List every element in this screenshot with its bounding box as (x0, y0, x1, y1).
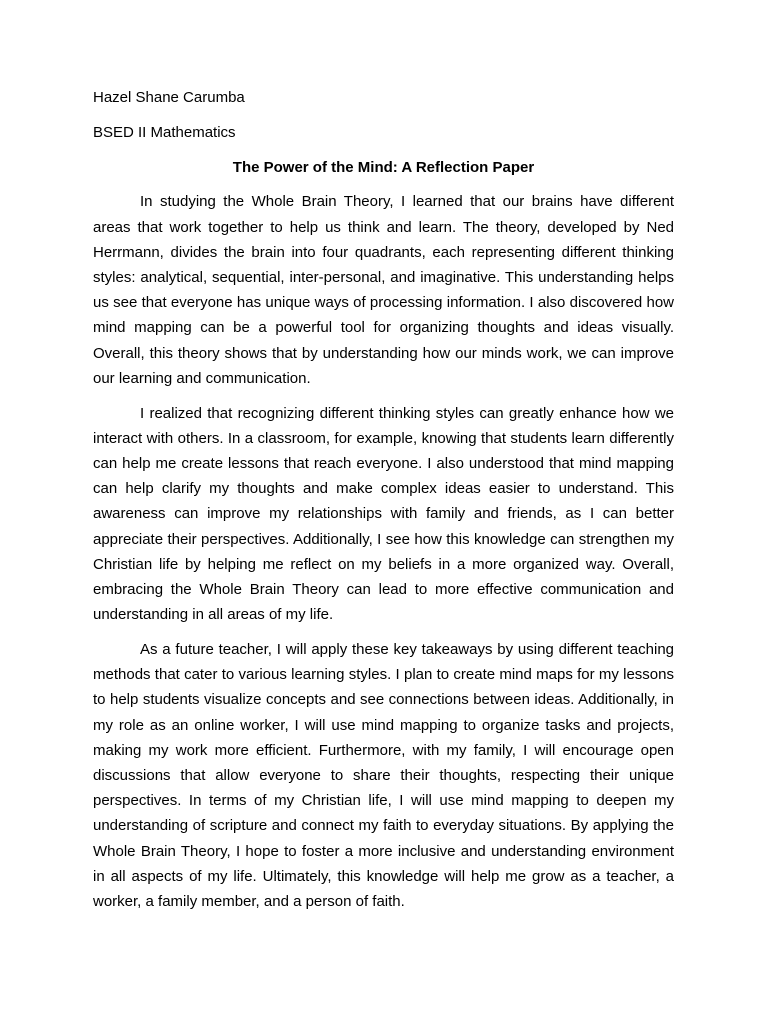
paper-title: The Power of the Mind: A Reflection Paper (232, 158, 535, 176)
body-paragraph-1: In studying the Whole Brain Theory, I learned that our brains have different areas that work together to help us think and learn. The theory, developed by Ned Herrmann, divides the brain into four quadrants, each representing different thinking styles: analytical, sequential, inter-personal, and imaginative. This understanding helps us see that everyone has unique ways of processing information. I also discovered how mind mapping can be a powerful tool for organizing thoughts and ideas visually. Overall, this theory shows that by understanding how our minds work, we can improve our learning and communication. (93, 193, 674, 387)
course-label: BSED II Mathematics (93, 123, 236, 141)
body-paragraph-2: I realized that recognizing different thinking styles can greatly enhance how we interact with others. In a classroom, for example, knowing that students learn differently can help me create lessons that reach everyone. I also understood that mind mapping can help clarify my thoughts and make complex ideas easier to understand. This awareness can improve my relationships with family and friends, as I can better appreciate their perspectives. Additionally, I see how this knowledge can strengthen my Christian life by helping me reflect on my beliefs in a more organized way. Overall, embracing the Whole Brain Theory can lead to more effective communication and understanding in all areas of my life. (93, 404, 674, 624)
author-name: Hazel Shane Carumba (93, 89, 245, 106)
body-paragraph-3: As a future teacher, I will apply these key takeaways by using different teaching methods that cater to various learning styles. I plan to create mind maps for my lessons to help students visualize concepts and see connections between ideas. Additionally, in my role as an online worker, I will use mind mapping to organize tasks and projects, making my work more efficient. Furthermore, with my family, I will encourage open discussions that allow everyone to share their thoughts, respecting their unique perspectives. In terms of my Christian life, I will use mind mapping to deepen my understanding of scripture and connect my faith to everyday situations. By applying the Whole Brain Theory, I hope to foster a more inclusive and understanding environment in all aspects of my life. Ultimately, this knowledge will help me grow as a teacher, a worker, a family member, and a person of faith. (93, 641, 674, 911)
